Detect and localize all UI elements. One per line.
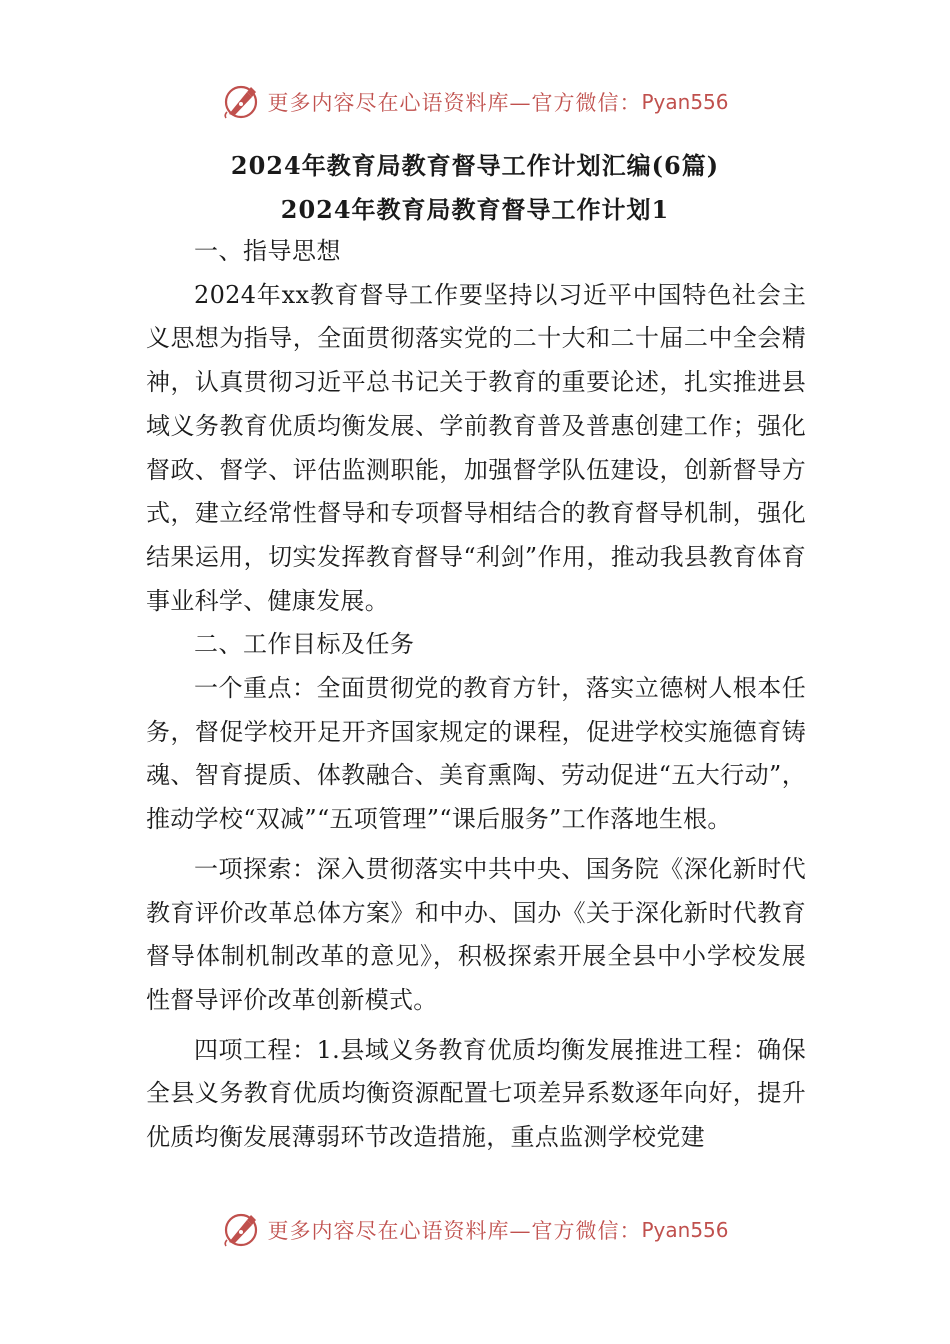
watermark-text: 更多内容尽在心语资料库—官方微信： <box>267 91 642 115</box>
paragraph-2: 一个重点：全面贯彻党的教育方针，落实立德树人根本任务，督促学校开足开齐国家规定的课程，促进学校实施德育铸魂、智育提质、体教融合、美育熏陶、劳动促进“五大行动”，推动学校“双减”“五项管理”“课后服务”工作落地生根。 <box>146 674 806 834</box>
section-heading-2: 二、工作目标及任务 <box>194 630 415 659</box>
pen-nib-logo-icon <box>221 82 261 122</box>
watermark-text: 更多内容尽在心语资料库—官方微信： <box>267 1219 642 1243</box>
document-title: 2024年教育局教育督导工作计划汇编(6篇) <box>230 151 720 180</box>
footer-watermark-banner <box>0 1208 950 1252</box>
section-heading-1: 一、指导思想 <box>194 237 341 265</box>
paragraph-3: 一项探索：深入贯彻落实中共中央、国务院《深化新时代教育评价改革总体方案》和中办、国办《关于深化新时代教育督导体制机制改革的意见》，积极探索开展全县中小学校发展性督导评价改革创新模式。 <box>146 854 806 1014</box>
paragraph-1: 2024年xx教育督导工作要坚持以习近平中国特色社会主义思想为指导，全面贯彻落实党的二十大和二十届二中全会精神，认真贯彻习近平总书记关于教育的重要论述，扎实推进县域义务教育优质均衡发展、学前教育普及普惠创建工作；强化督政、督学、评估监测职能，加强督学队伍建设，创新督导方式，建立经常性督导和专项督导相结合的教育督导机制，强化结果运用，切实发挥教育督导“利剑”作用，推动我县教育体育事业科学、健康发展。 <box>146 280 806 615</box>
pen-nib-logo-icon <box>221 1210 261 1250</box>
paragraph-4: 四项工程：1.县域义务教育优质均衡发展推进工程：确保全县义务教育优质均衡资源配置七项差异系数逐年向好，提升优质均衡发展薄弱环节改造措施，重点监测学校党建 <box>146 1035 806 1152</box>
document-body <box>146 230 806 1160</box>
header-watermark-banner <box>0 80 950 124</box>
document-subtitle: 2024年教育局教育督导工作计划1 <box>280 195 670 224</box>
wechat-id: Pyan556 <box>641 1218 729 1242</box>
wechat-id: Pyan556 <box>641 90 729 114</box>
